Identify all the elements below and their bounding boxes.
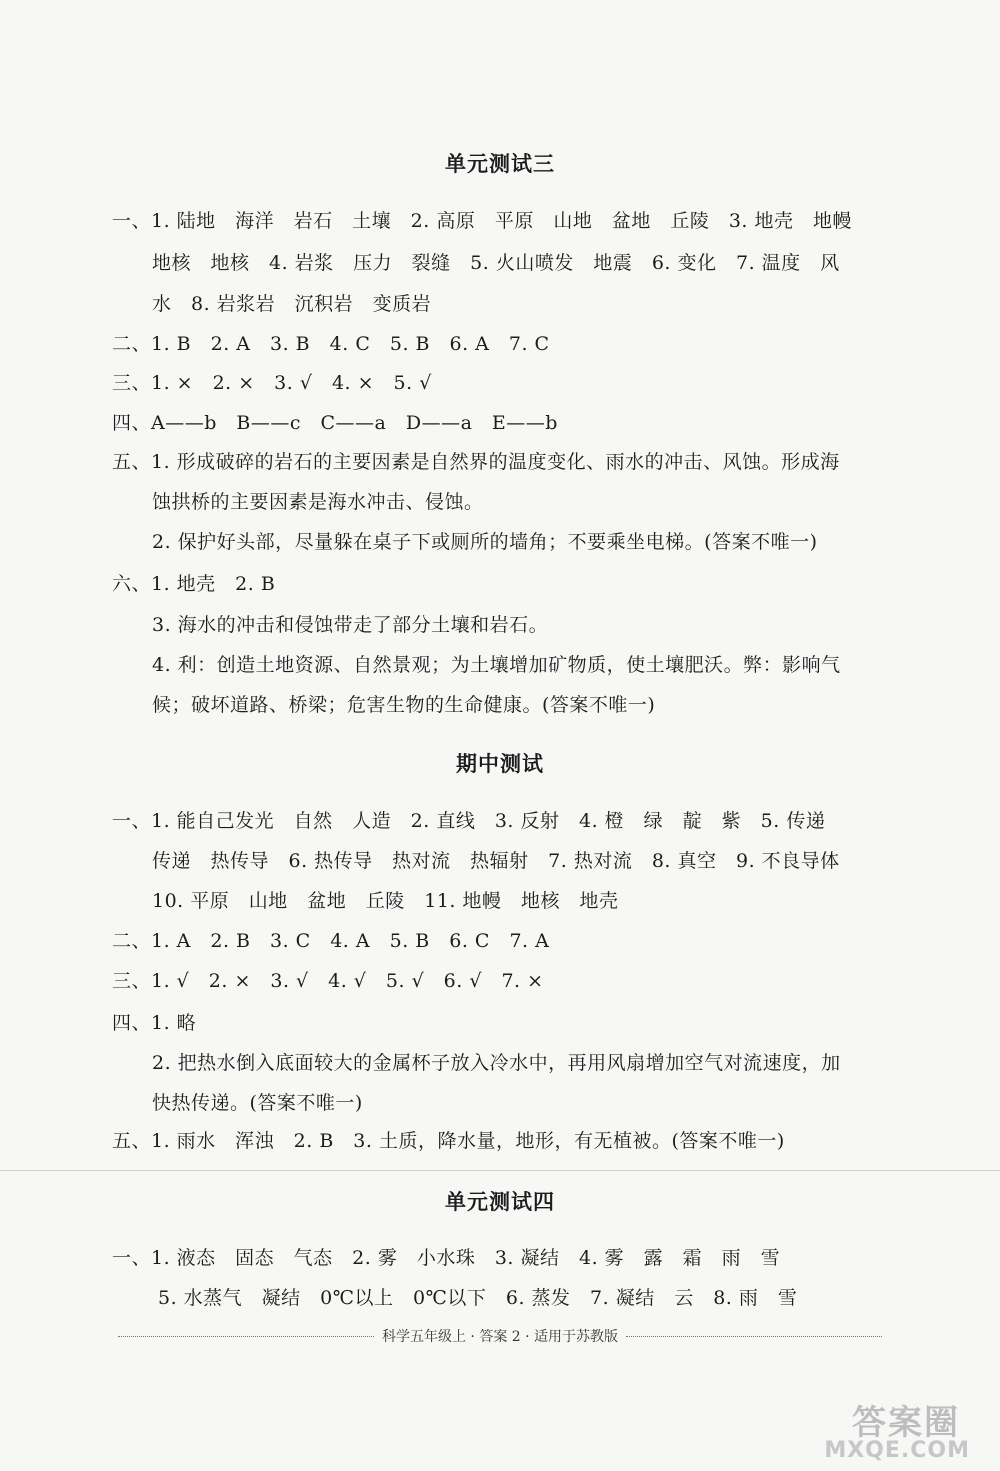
answer-line: 一、1. 液态 固态 气态 2. 雾 小水珠 3. 凝结 4. 雾 露 霜 雨 雪 xyxy=(112,1247,781,1269)
footer-rule-left xyxy=(118,1336,374,1337)
answer-line: 五、1. 雨水 浑浊 2. B 3. 土质，降水量，地形，有无植被。(答案不唯一) xyxy=(112,1130,785,1152)
section-title-unit-test-3: 单元测试三 xyxy=(445,152,555,176)
answer-line: 三、1. √ 2. × 3. √ 4. √ 5. √ 6. √ 7. × xyxy=(112,970,544,992)
answer-line: 10. 平原 山地 盆地 丘陵 11. 地幔 地核 地壳 xyxy=(152,890,619,912)
answer-line: 5. 水蒸气 凝结 0℃以上 0℃以下 6. 蒸发 7. 凝结 云 8. 雨 雪 xyxy=(158,1287,798,1309)
answer-line: 三、1. × 2. × 3. √ 4. × 5. √ xyxy=(112,372,432,394)
answer-line: 水 8. 岩浆岩 沉积岩 变质岩 xyxy=(152,293,432,315)
answer-line: 快热传递。(答案不唯一) xyxy=(152,1092,363,1114)
answer-line: 地核 地核 4. 岩浆 压力 裂缝 5. 火山喷发 地震 6. 变化 7. 温度 风 xyxy=(152,252,840,274)
answer-line: 四、A——b B——c C——a D——a E——b xyxy=(112,412,558,434)
section-title-midterm: 期中测试 xyxy=(456,752,544,776)
answer-line: 蚀拱桥的主要因素是海水冲击、侵蚀。 xyxy=(152,491,484,513)
page-footer xyxy=(110,1326,890,1346)
answer-line: 四、1. 略 xyxy=(112,1012,197,1034)
answer-line: 二、1. B 2. A 3. B 4. C 5. B 6. A 7. C xyxy=(112,333,550,355)
answer-line: 五、1. 形成破碎的岩石的主要因素是自然界的温度变化、雨水的冲击、风蚀。形成海 xyxy=(112,451,840,473)
answer-line: 2. 把热水倒入底面较大的金属杯子放入冷水中，再用风扇增加空气对流速度，加 xyxy=(152,1052,841,1074)
answer-line: 一、1. 陆地 海洋 岩石 土壤 2. 高原 平原 山地 盆地 丘陵 3. 地壳 地幔 xyxy=(112,210,853,232)
answer-line: 六、1. 地壳 2. B xyxy=(112,573,276,595)
section-divider xyxy=(0,1170,1000,1171)
answer-line: 二、1. A 2. B 3. C 4. A 5. B 6. C 7. A xyxy=(112,930,550,952)
footer-rule-right xyxy=(626,1336,882,1337)
answer-line: 一、1. 能自己发光 自然 人造 2. 直线 3. 反射 4. 橙 绿 靛 紫 5. 传递 xyxy=(112,810,826,832)
answer-line: 3. 海水的冲击和侵蚀带走了部分土壤和岩石。 xyxy=(152,614,549,636)
answer-line: 候；破坏道路、桥梁；危害生物的生命健康。(答案不唯一) xyxy=(152,694,656,716)
answer-line: 4. 利：创造土地资源、自然景观；为土壤增加矿物质，使土壤肥沃。弊：影响气 xyxy=(152,654,841,676)
answer-line: 传递 热传导 6. 热传导 热对流 热辐射 7. 热对流 8. 真空 9. 不良导体 xyxy=(152,850,840,872)
watermark-logo: 答案圈 xyxy=(852,1403,960,1443)
section-title-unit-test-4: 单元测试四 xyxy=(445,1190,555,1214)
watermark-url: MXQE.COM xyxy=(824,1438,970,1463)
footer-text: 科学五年级上 · 答案 2 · 适用于苏教版 xyxy=(381,1329,619,1345)
answer-line: 2. 保护好头部，尽量躲在桌子下或厕所的墙角；不要乘坐电梯。(答案不唯一) xyxy=(152,531,818,553)
